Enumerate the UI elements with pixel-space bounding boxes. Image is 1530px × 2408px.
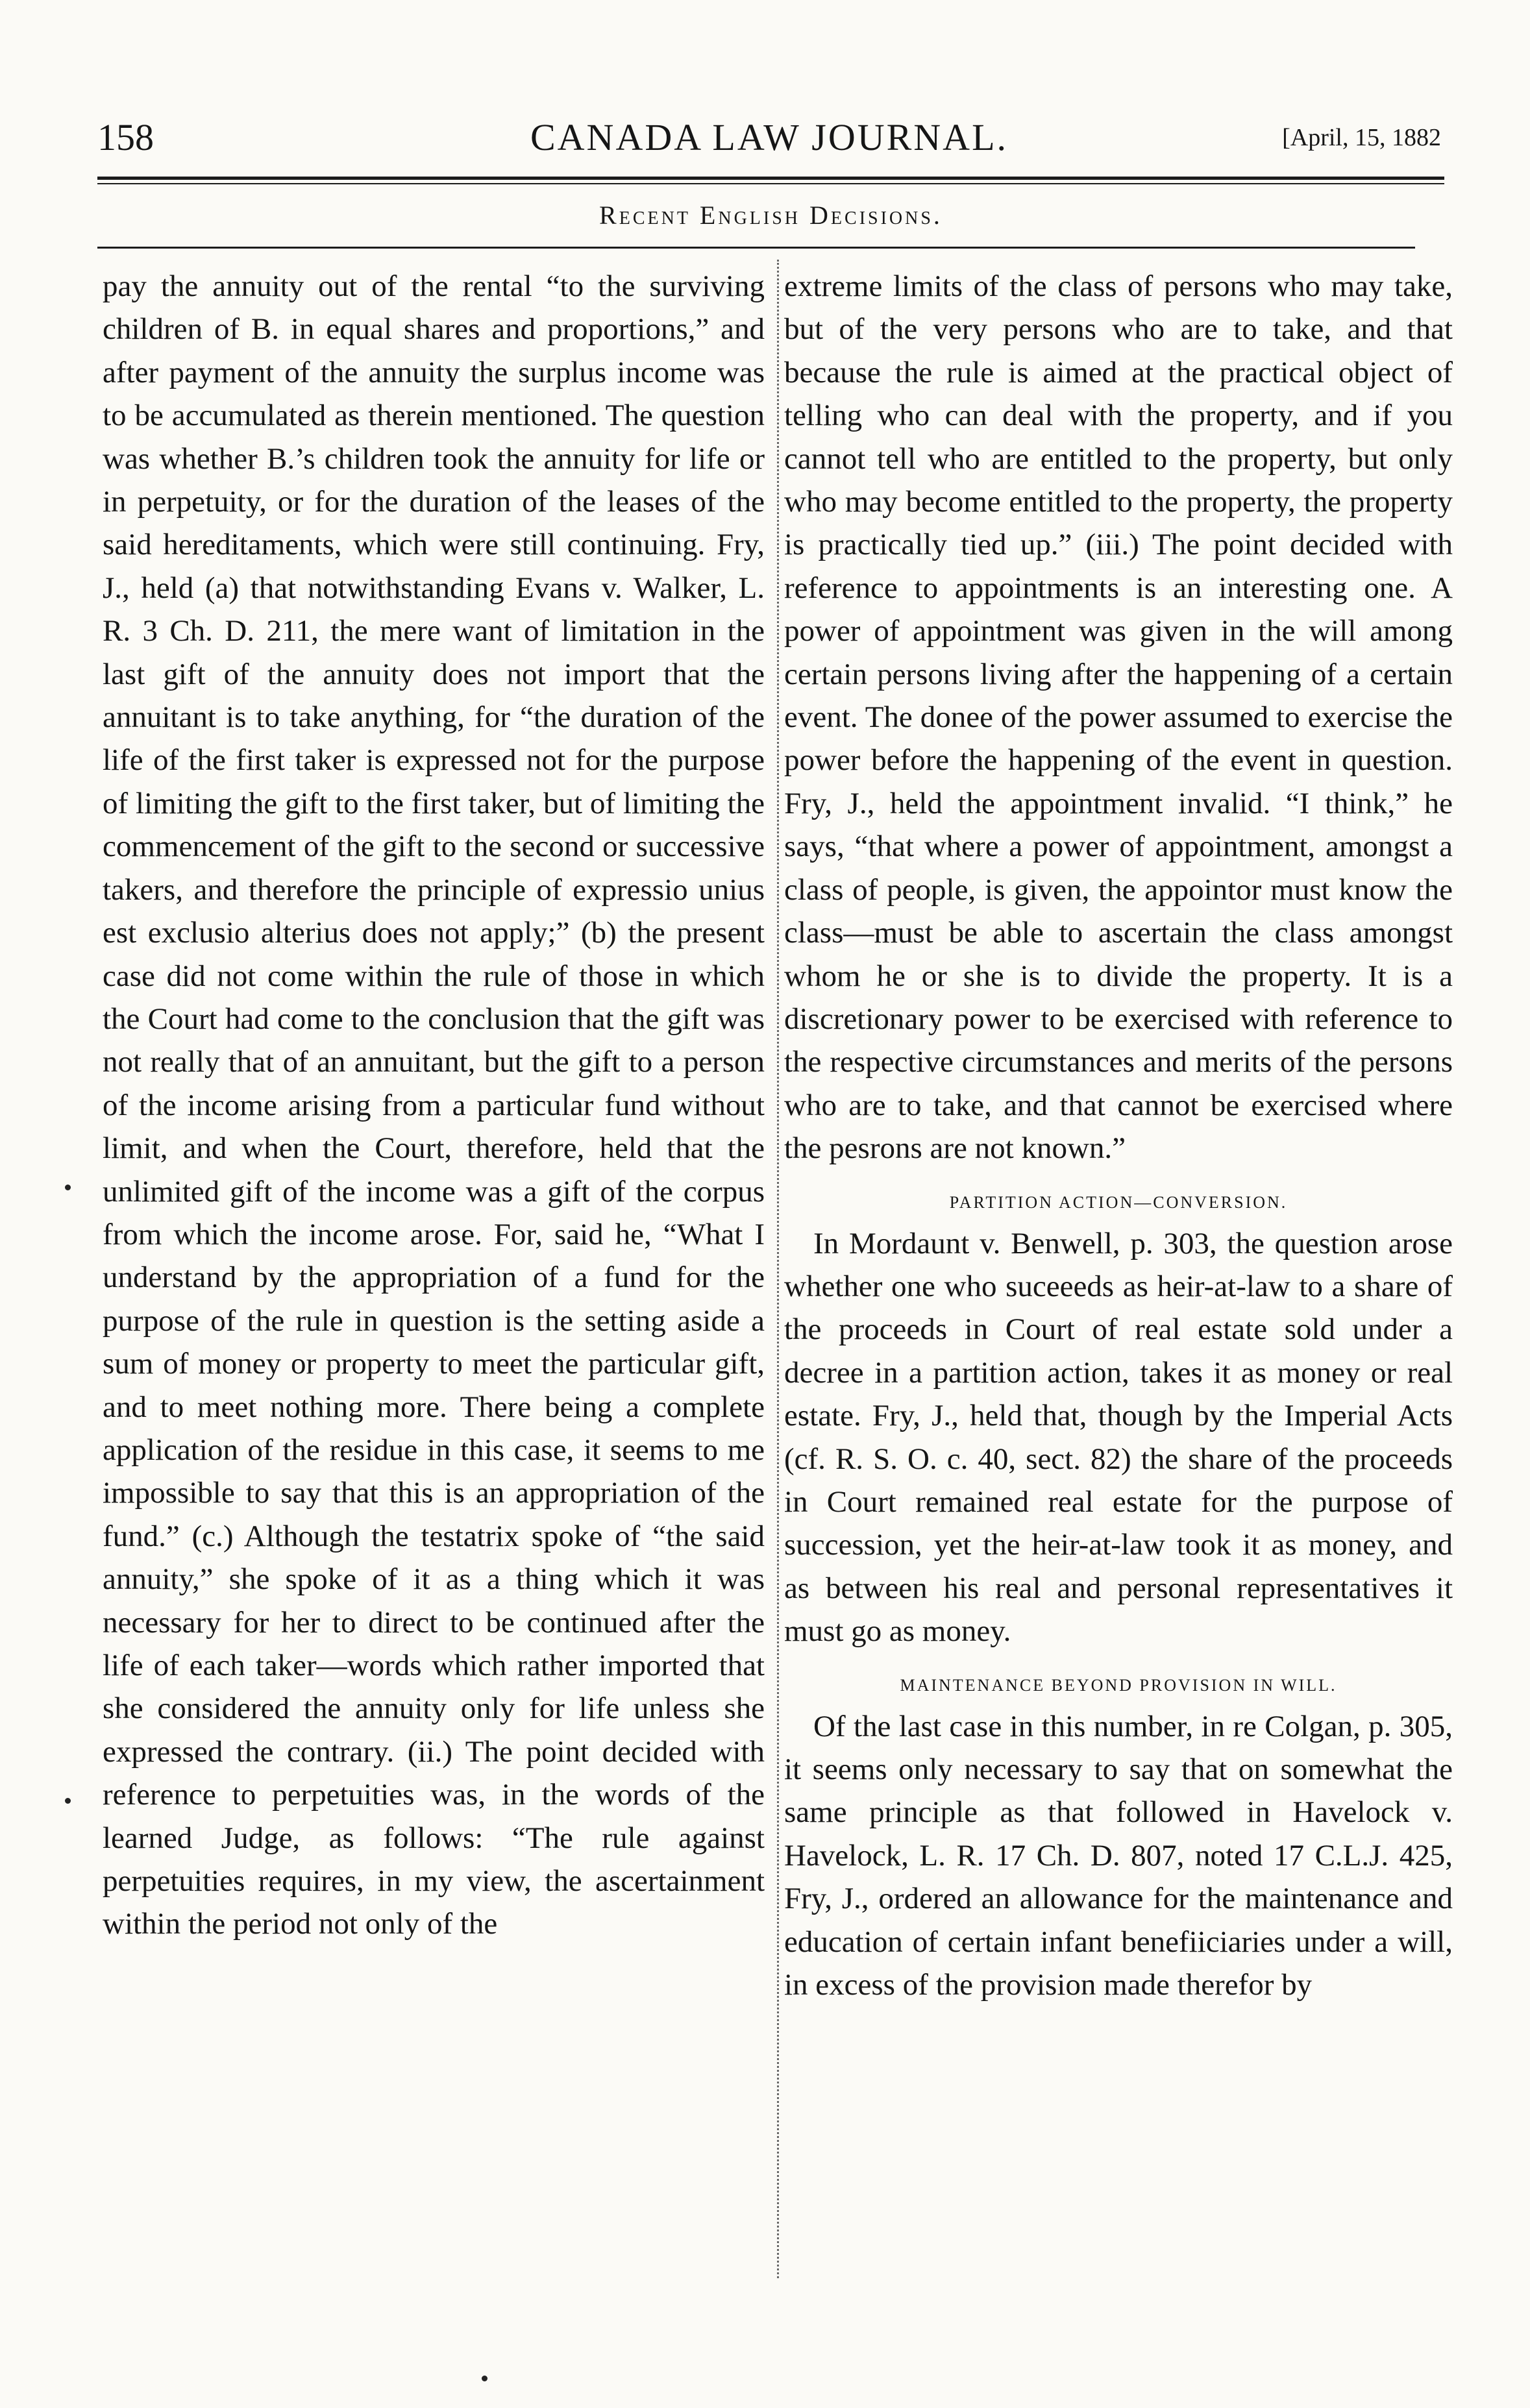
header-rule-thin (97, 183, 1444, 184)
margin-dot (482, 2376, 487, 2381)
left-column-paragraph: pay the annuity out of the rental “to the surviving children of B. in equal shares and proportions,” and after payment of the annuity the surplus income was to be accumulated as therein mentioned. The question was whether B.’s children took the annuity for life or in perpetuity, or for the duration of the leases of the said hereditaments, which were still continuing. Fry, J., held (a) that notwithstanding Evans v. Walker, L. R. 3 Ch. D. 211, the mere want of limitation in the last gift of the annuity does not import that the annuitant is to take anything, for “the duration of the life of the first taker is expressed not for the purpose of limiting the gift to the first taker, but of limiting the commencement of the gift to the second or successive takers, and therefore the principle of expressio unius est exclusio alterius does not apply;” (b) the present case did not come within the rule of those in which the Court had come to the conclusion that the gift was not really that of an annuitant, but the gift to a person of the income arising from a particular fund without limit, and when the Court, therefore, held that the unlimited gift of the income was a gift of the corpus from which the income arose. For, said he, “What I understand by the appropriation of a fund for the purpose of the rule in question is the setting aside a sum of money or property to meet the particular gift, and to meet nothing more. There being a complete application of the residue in this case, it seems to me impossible to say that this is an appropriation of the fund.” (c.) Although the testatrix spoke of “the said annuity,” she spoke of it as a thing which it was necessary for her to direct to be continued after the life of each taker—words which rather imported that she considered the annuity only for life unless she expressed the contrary. (ii.) The point decided with reference to perpetuities was, in the words of the learned Judge, as follows: “The rule against perpetuities requires, in my view, the ascertainment within the period not only of the (103, 269, 765, 1941)
right-paragraph-2: In Mordaunt v. Benwell, p. 303, the question arose whether one who suceeeds as heir-at-law to a share of the proceeds in Court of real estate sold under a decree in a partition action, takes it as money or real estate. Fry, J., held that, though by the Imperial Acts (cf. R. S. O. c. 40, sect. 82) the share of the proceeds in Court remained real estate for the purpose of succession, yet the heir-at-law took it as money, and as between his real and personal representatives it must go as money. (784, 1226, 1453, 1649)
section-rule (97, 247, 1415, 249)
column-divider (777, 260, 779, 2278)
header-rule-thick (97, 177, 1444, 180)
issue-date: [April, 15, 1882 (1282, 124, 1441, 151)
right-paragraph-1: extreme limits of the class of persons who may take, but of the very persons who are to take, and that because the rule is aimed at the practical object of telling who can deal with the property, and if you cannot tell who are entitled to the property, but only who may become entitled to the property, the property is practically tied up.” (iii.) The point decided with reference to appointments is an interesting one. A power of appointment was given in the will among certain persons living after the happening of a certain event. The donee of the power assumed to exercise the power before the happening of the event in question. Fry, J., held the appointment invalid. “I think,” he says, “that where a power of appointment, amongst a class of people, is given, the appointor must know the class—must be able to ascertain the class amongst whom he or she is to divide the property. It is a discretionary power to be exercised with reference to the respective circumstances and merits of the persons who are to take, and that cannot be exercised where the pesrons are not known.” (784, 269, 1453, 1166)
subheading-maintenance: MAINTENANCE BEYOND PROVISION IN WILL. (900, 1675, 1337, 1695)
margin-dot (65, 1798, 71, 1804)
right-paragraph-3: Of the last case in this number, in re Colgan, p. 305, it seems only necessary to say that on somewhat the same principle as that followed in Havelock v. Havelock, L. R. 17 Ch. D. 807, noted 17 C.L.J. 425, Fry, J., ordered an allowance for the maintenance and education of certain infant benefiiciaries under a will, in excess of the provision made therefor by (784, 1709, 1453, 2002)
left-column (103, 265, 765, 1946)
subheading-partition-action: PARTITION ACTION—CONVERSION. (949, 1192, 1288, 1212)
page-header (97, 110, 1441, 169)
right-column (784, 265, 1453, 2006)
section-title: Recent English Decisions. (599, 201, 943, 230)
journal-title: CANADA LAW JOURNAL. (530, 116, 1008, 158)
margin-dot (65, 1185, 71, 1190)
page-number: 158 (97, 116, 154, 158)
